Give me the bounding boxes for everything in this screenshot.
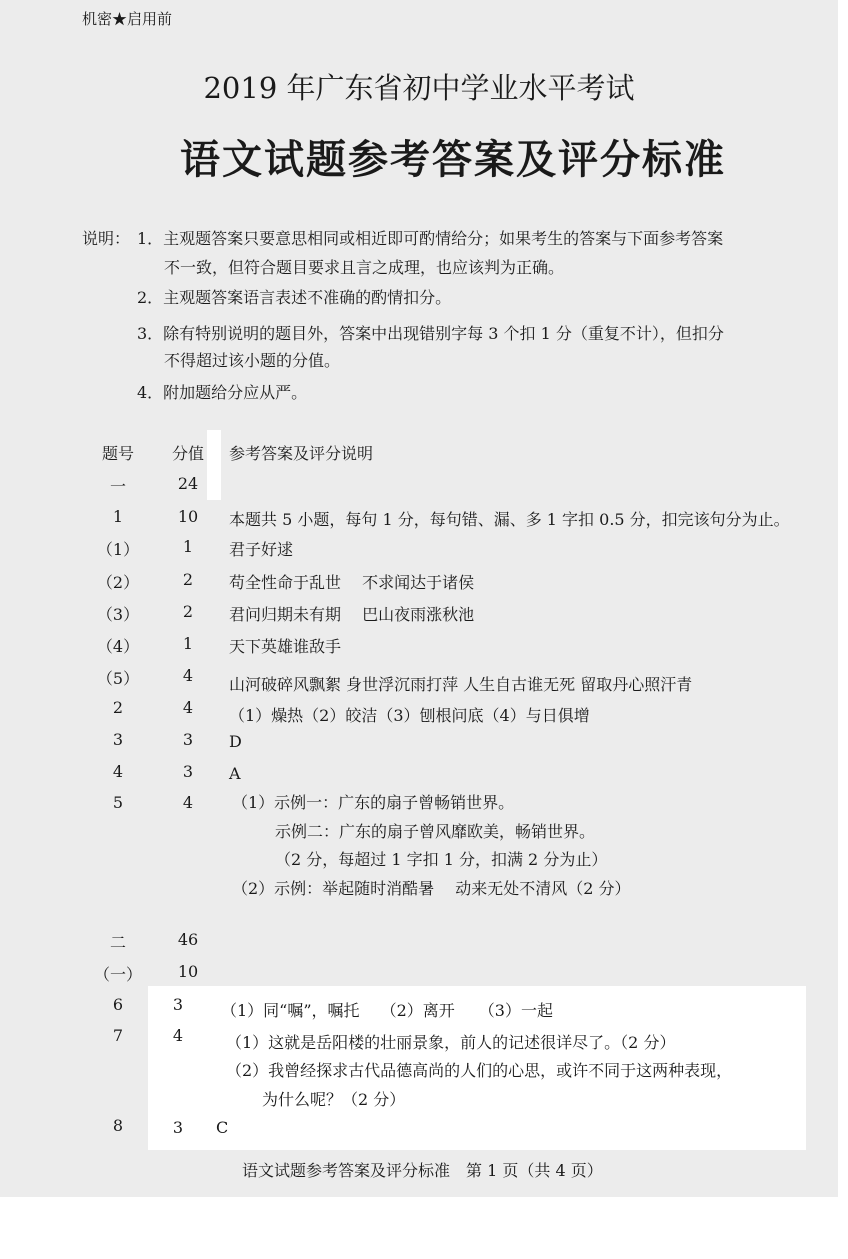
note-line: 4．附加题给分应从严。 — [137, 383, 308, 402]
scan-gap — [207, 430, 221, 500]
row-score: 4 — [182, 793, 194, 812]
row-answer: （1）示例一：广东的扇子曾畅销世界。 — [232, 793, 515, 812]
row-score: 4 — [182, 698, 194, 717]
row-answer: 山河破碎风飘絮 身世浮沉雨打萍 人生自古谁无死 留取丹心照汗青 — [229, 675, 693, 694]
note-line: 2．主观题答案语言表述不准确的酌情扣分。 — [137, 288, 452, 307]
header-answer: 参考答案及评分说明 — [229, 444, 374, 463]
row-question: （4） — [96, 637, 140, 656]
row-score: 4 — [182, 666, 194, 685]
note-line: 不得超过该小题的分值。 — [164, 351, 341, 370]
row-question: 6 — [112, 995, 124, 1014]
row-score: 3 — [182, 762, 194, 781]
row-question: 一 — [109, 477, 126, 496]
row-answer: 本题共 5 小题，每句 1 分，每句错、漏、多 1 字扣 0.5 分，扣完该句分为止。 — [229, 510, 790, 529]
header-score: 分值 — [171, 444, 204, 463]
notes-label: 说明： — [82, 229, 131, 248]
document-title: 语文试题参考答案及评分标准 — [180, 137, 726, 183]
exam-title: 2019 年广东省初中学业水平考试 — [203, 71, 635, 105]
row-answer: D — [229, 732, 242, 751]
row-question: 4 — [112, 762, 124, 781]
row-score: 2 — [182, 570, 194, 589]
note-line: 3．除有特别说明的题目外，答案中出现错别字每 3 个扣 1 分（重复不计），但扣分 — [137, 324, 724, 343]
row-question: 二 — [109, 933, 126, 952]
note-line: 不一致，但符合题目要求且言之成理，也应该判为正确。 — [164, 258, 565, 277]
row-answer: 天下英雄谁敌手 — [229, 637, 342, 656]
row-answer: A — [229, 764, 241, 783]
row-answer: 苟全性命于乱世 不求闻达于诸侯 — [229, 573, 475, 592]
row-score: 10 — [177, 962, 199, 981]
row-score: 1 — [182, 537, 194, 556]
row-score: 1 — [182, 634, 194, 653]
row-score: 3 — [172, 1118, 184, 1137]
row-question: （1） — [96, 540, 140, 559]
row-answer: 君子好逑 — [229, 540, 294, 559]
row-question: 2 — [112, 698, 124, 717]
row-question: （一） — [93, 965, 142, 984]
row-answer: （1）这就是岳阳楼的壮丽景象，前人的记述很详尽了。（2 分） — [226, 1033, 676, 1052]
row-answer: （1）同“嘱”，嘱托 （2）离开 （3）一起 — [221, 1001, 553, 1020]
row-question: 7 — [112, 1026, 124, 1045]
row-answer: （2）我曾经探求古代品德高尚的人们的心思，或许不同于这两种表现， — [226, 1061, 733, 1080]
row-answer: （2 分，每超过 1 字扣 1 分，扣满 2 分为止） — [275, 850, 608, 869]
row-score: 4 — [172, 1026, 184, 1045]
row-score: 3 — [182, 730, 194, 749]
row-answer: 示例二：广东的扇子曾风靡欧美，畅销世界。 — [275, 822, 596, 841]
row-question: （2） — [96, 573, 140, 592]
row-score: 10 — [177, 507, 199, 526]
page-footer: 语文试题参考答案及评分标准 第 1 页（共 4 页） — [242, 1161, 603, 1180]
header-question: 题号 — [101, 444, 134, 463]
row-score: 24 — [177, 474, 199, 493]
row-score: 2 — [182, 602, 194, 621]
row-answer: （1）燥热（2）皎洁（3）刨根问底（4）与日俱增 — [229, 706, 590, 725]
row-question: 5 — [112, 793, 124, 812]
row-score: 3 — [172, 995, 184, 1014]
confidential-mark: 机密★启用前 — [82, 10, 173, 28]
row-answer: 君问归期未有期 巴山夜雨涨秋池 — [229, 605, 475, 624]
row-question: 1 — [112, 507, 124, 526]
row-question: 8 — [112, 1116, 124, 1135]
row-question: （3） — [96, 605, 140, 624]
row-answer: C — [216, 1118, 229, 1137]
row-question: 3 — [112, 730, 124, 749]
row-answer: （2）示例：举起随时消酷暑 动来无处不清风（2 分） — [232, 879, 631, 898]
row-score: 46 — [177, 930, 199, 949]
note-line: 1．主观题答案只要意思相同或相近即可酌情给分；如果考生的答案与下面参考答案 — [137, 229, 724, 248]
row-question: （5） — [96, 669, 140, 688]
row-answer: 为什么呢？（2 分） — [262, 1090, 406, 1109]
